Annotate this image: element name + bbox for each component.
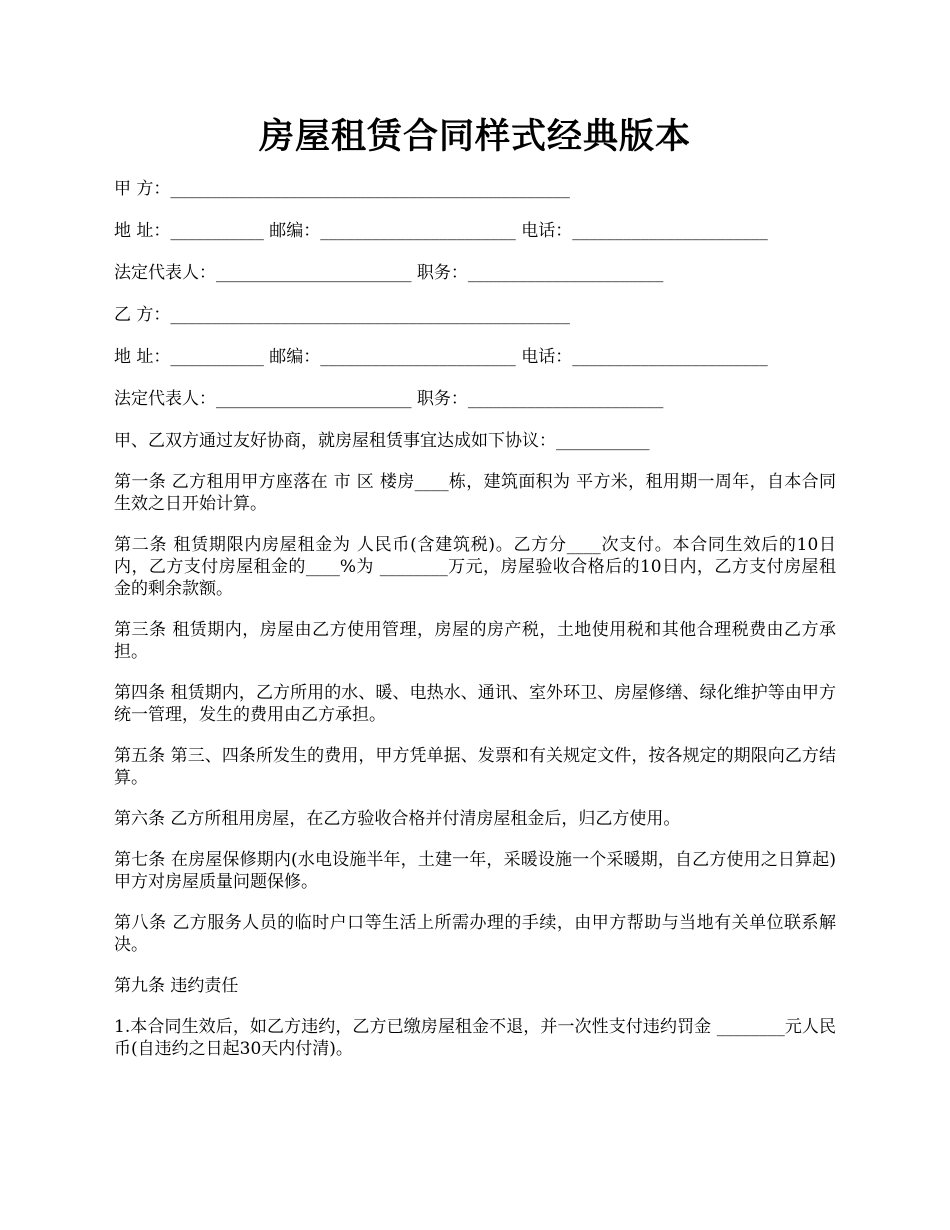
party-b-name-line: 乙 方：_______________________________________________ xyxy=(114,305,570,325)
party-a-name-line: 甲 方：_______________________________________________ xyxy=(114,179,570,199)
article-1: 第一条 乙方租用甲方座落在 市 区 楼房____栋，建筑面积为 平方米，租用期一周年，自本合同生效之日开始计算。 xyxy=(114,472,836,514)
article-3: 第三条 租赁期内，房屋由乙方使用管理，房屋的房产税，土地使用税和其他合理税费由乙方承担。 xyxy=(114,620,836,662)
agreement-intro: 甲、乙双方通过友好协商，就房屋租赁事宜达成如下协议：___________ xyxy=(114,431,650,451)
party-a-address-line: 地 址：___________ 邮编：_______________________ 电话：_______________________ xyxy=(114,221,768,241)
party-a-representative-line: 法定代表人：_______________________ 职务：_______________________ xyxy=(114,263,664,283)
article-6: 第六条 乙方所租用房屋，在乙方验收合格并付清房屋租金后，归乙方使用。 xyxy=(114,809,681,829)
article-7: 第七条 在房屋保修期内(水电设施半年，土建一年，采暖设施一个采暖期，自乙方使用之日算起)甲方对房屋质量问题保修。 xyxy=(114,850,836,892)
party-b-address-line: 地 址：___________ 邮编：_______________________ 电话：_______________________ xyxy=(114,347,768,367)
article-2: 第二条 租赁期限内房屋租金为 人民币(含建筑税)。乙方分____次支付。本合同生效后的10日内，乙方支付房屋租金的____%为 ________万元，房屋验收合格后的10日内，乙方支付房屋租金的剩余款额。 xyxy=(114,535,836,599)
article-4: 第四条 租赁期内，乙方所用的水、暖、电热水、通讯、室外环卫、房屋修缮、绿化维护等由甲方统一管理，发生的费用由乙方承担。 xyxy=(114,683,836,725)
article-5: 第五条 第三、四条所发生的费用，甲方凭单据、发票和有关规定文件，按各规定的期限向乙方结算。 xyxy=(114,746,836,788)
article-8: 第八条 乙方服务人员的临时户口等生活上所需办理的手续，由甲方帮助与当地有关单位联系解决。 xyxy=(114,913,836,955)
article-9-heading: 第九条 违约责任 xyxy=(114,976,239,996)
article-9-clause-1: 1.本合同生效后，如乙方违约，乙方已缴房屋租金不退，并一次性支付违约罚金 ________元人民币(自违约之日起30天内付清)。 xyxy=(114,1017,836,1059)
party-b-representative-line: 法定代表人：_______________________ 职务：_______________________ xyxy=(114,389,664,409)
document-title: 房屋租赁合同样式经典版本 xyxy=(258,116,691,157)
document-body xyxy=(114,178,836,1079)
